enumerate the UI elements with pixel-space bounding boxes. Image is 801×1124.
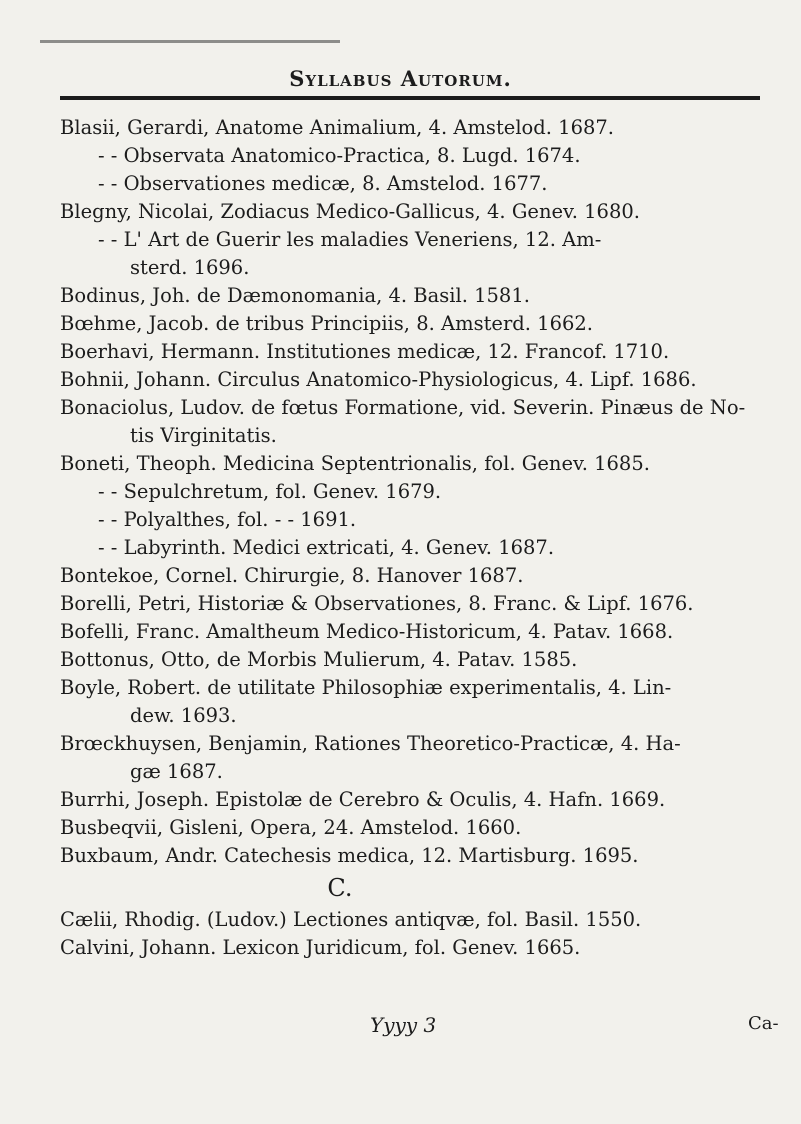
entry-continuation: sterd. 1696.	[130, 256, 250, 279]
bibliography-entry: - - L' Art de Guerir les maladies Veneriens, 12. Am-	[98, 228, 602, 251]
top-decorative-rule	[40, 40, 340, 43]
author-list	[60, 114, 780, 962]
bibliography-entry: Bottonus, Otto, de Morbis Mulierum, 4. Patav. 1585.	[60, 648, 578, 671]
bibliography-entry: Burrhi, Joseph. Epistolæ de Cerebro & Oculis, 4. Hafn. 1669.	[60, 788, 666, 811]
bibliography-entry: Boneti, Theoph. Medicina Septentrionalis, fol. Genev. 1685.	[60, 452, 650, 475]
section-letter: C.	[327, 874, 353, 902]
bibliography-entry: - - Observata Anatomico-Practica, 8. Lugd. 1674.	[98, 144, 581, 167]
bibliography-entry: Calvini, Johann. Lexicon Juridicum, fol. Genev. 1665.	[60, 936, 581, 959]
entry-continuation: dew. 1693.	[130, 704, 237, 727]
bibliography-entry: Bontekoe, Cornel. Chirurgie, 8. Hanover 1687.	[60, 564, 524, 587]
header-rule	[60, 96, 760, 100]
bibliography-entry: Blegny, Nicolai, Zodiacus Medico-Gallicus, 4. Genev. 1680.	[60, 200, 640, 223]
bibliography-entry: Boyle, Robert. de utilitate Philosophiæ experimentalis, 4. Lin-	[60, 676, 672, 699]
bibliography-entry: Cælii, Rhodig. (Ludov.) Lectiones antiqvæ, fol. Basil. 1550.	[60, 908, 642, 931]
bibliography-entry: Borelli, Petri, Historiæ & Observationes, 8. Franc. & Lipf. 1676.	[60, 592, 694, 615]
bibliography-entry: Bodinus, Joh. de Dæmonomania, 4. Basil. 1581.	[60, 284, 530, 307]
bibliography-entry: - - Sepulchretum, fol. Genev. 1679.	[98, 480, 442, 503]
bibliography-entry: Boerhavi, Hermann. Institutiones medicæ, 12. Francof. 1710.	[60, 340, 670, 363]
bibliography-entry: - - Labyrinth. Medici extricati, 4. Genev. 1687.	[98, 536, 555, 559]
bibliography-entry: Brœckhuysen, Benjamin, Rationes Theoretico-Practicæ, 4. Ha-	[60, 732, 681, 755]
bibliography-entry: Bonaciolus, Ludov. de fœtus Formatione, vid. Severin. Pinæus de No-	[60, 396, 746, 419]
bibliography-entry: Busbeqvii, Gisleni, Opera, 24. Amstelod. 1660.	[60, 816, 522, 839]
signature-mark: Yyyy 3	[370, 1013, 437, 1037]
bibliography-entry: - - Polyalthes, fol. - - 1691.	[98, 508, 357, 531]
bibliography-entry: Bœhme, Jacob. de tribus Principiis, 8. Amsterd. 1662.	[60, 312, 593, 335]
bibliography-entry: Bohnii, Johann. Circulus Anatomico-Physiologicus, 4. Lipf. 1686.	[60, 368, 697, 391]
bibliography-entry: Buxbaum, Andr. Catechesis medica, 12. Martisburg. 1695.	[60, 844, 639, 867]
bibliography-entry: Bofelli, Franc. Amaltheum Medico-Historicum, 4. Patav. 1668.	[60, 620, 674, 643]
entry-continuation: gæ 1687.	[130, 760, 223, 783]
catchword: Ca-	[748, 1013, 779, 1034]
page-header-title: Syllabus Autorum.	[289, 66, 512, 91]
page-footer	[0, 1013, 801, 1043]
bibliography-entry: Blasii, Gerardi, Anatome Animalium, 4. Amstelod. 1687.	[60, 116, 614, 139]
entry-continuation: tis Virginitatis.	[130, 424, 277, 447]
bibliography-entry: - - Observationes medicæ, 8. Amstelod. 1677.	[98, 172, 548, 195]
